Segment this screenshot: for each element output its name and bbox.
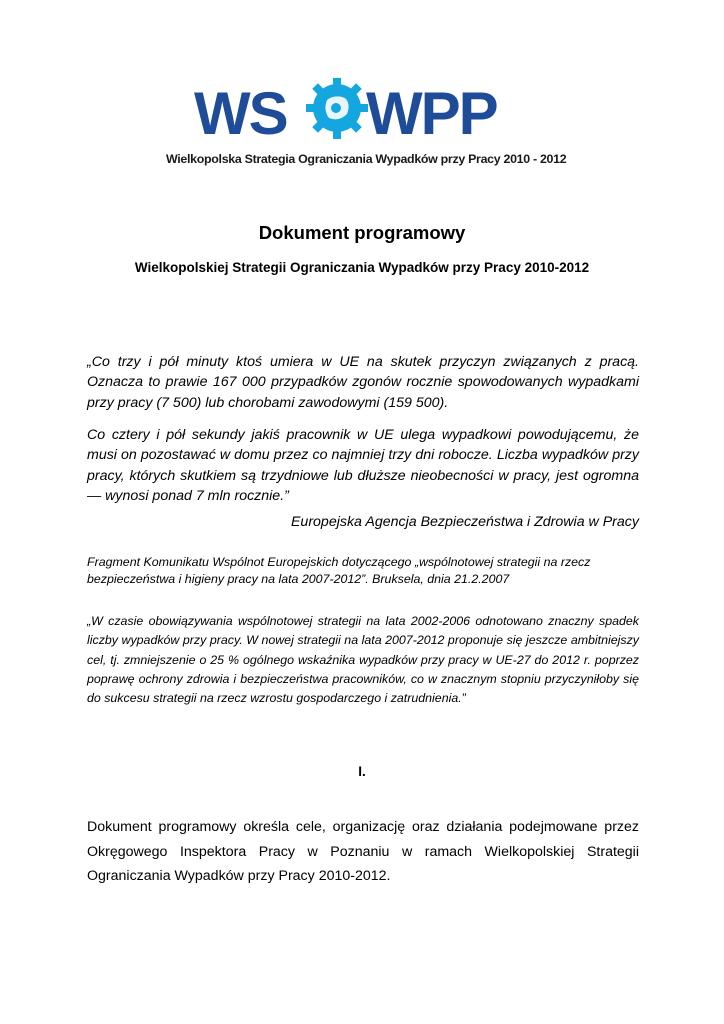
gear-icon bbox=[306, 78, 368, 139]
logo-graphic bbox=[194, 78, 534, 148]
quote-attribution: Europejska Agencja Bezpieczeństwa i Zdrowia w Pracy bbox=[290, 514, 639, 530]
logo-right-text: WPP bbox=[366, 80, 497, 147]
logo-tagline: Wielkopolska Strategia Ograniczania Wypadków przy Pracy 2010 - 2012 bbox=[166, 152, 567, 166]
document-subtitle: Wielkopolskiej Strategii Ograniczania Wypadków przy Pracy 2010-2012 bbox=[134, 260, 590, 275]
fragment-citation bbox=[87, 554, 647, 587]
quote-paragraph-2: Co cztery i pół sekundy jakiś pracownik w UE ulega wypadkowi powodującemu, że musi on pozostawać w domu przez co najmniej trzy dni robocze. Liczba wypadków przy pracy, których skutkiem są trzydniowe lub dłuższe nieobecności w pracy, jest ogromna — wynosi ponad 7 mln rocznie.” bbox=[87, 427, 639, 504]
document-title: Dokument programowy bbox=[258, 222, 466, 243]
quote-paragraph-1: „Co trzy i pół minuty ktoś umiera w UE na skutek przyczyn związanych z pracą. Oznacza to prawie 167 000 przypadków zgonów rocznie spowodowanych wypadkami przy pracy (7 500) lub chorobami zawodowymi (159 500). bbox=[87, 354, 639, 411]
strategy-quote: „W czasie obowiązywania wspólnotowej strategii na lata 2002-2006 odnotowano znaczny spadek liczby wypadków przy pracy. W nowej strategii na lata 2007-2012 proponuje się jeszcze ambitniejszy cel, tj. zmniejszenie o 25 % ogólnego wskaźnika wypadków przy pracy w UE-27 do 2012 r. poprzez poprawę ochrony zdrowia i bezpieczeństwa pracowników, co w znacznym stopniu przyczyniłoby się do sukcesu strategii na rzecz wzrostu gospodarczego i zatrudnienia.” bbox=[87, 614, 639, 706]
fragment-line-1: Fragment Komunikatu Wspólnot Europejskich dotyczącego „wspólnotowej strategii na rzecz bbox=[87, 555, 591, 569]
logo-left-text: WS bbox=[194, 80, 287, 147]
section-body: Dokument programowy określa cele, organizację oraz działania podejmowane przez Okręgowego Inspektora Pracy w Poznaniu w ramach Wielkopolskiej Strategii Ograniczania Wypadków przy Pracy 2010-2012. bbox=[87, 819, 639, 884]
fragment-line-2: bezpieczeństwa i higieny pracy na lata 2007-2012”. Bruksela, dnia 21.2.2007 bbox=[87, 571, 510, 586]
section-number: I. bbox=[358, 764, 366, 779]
